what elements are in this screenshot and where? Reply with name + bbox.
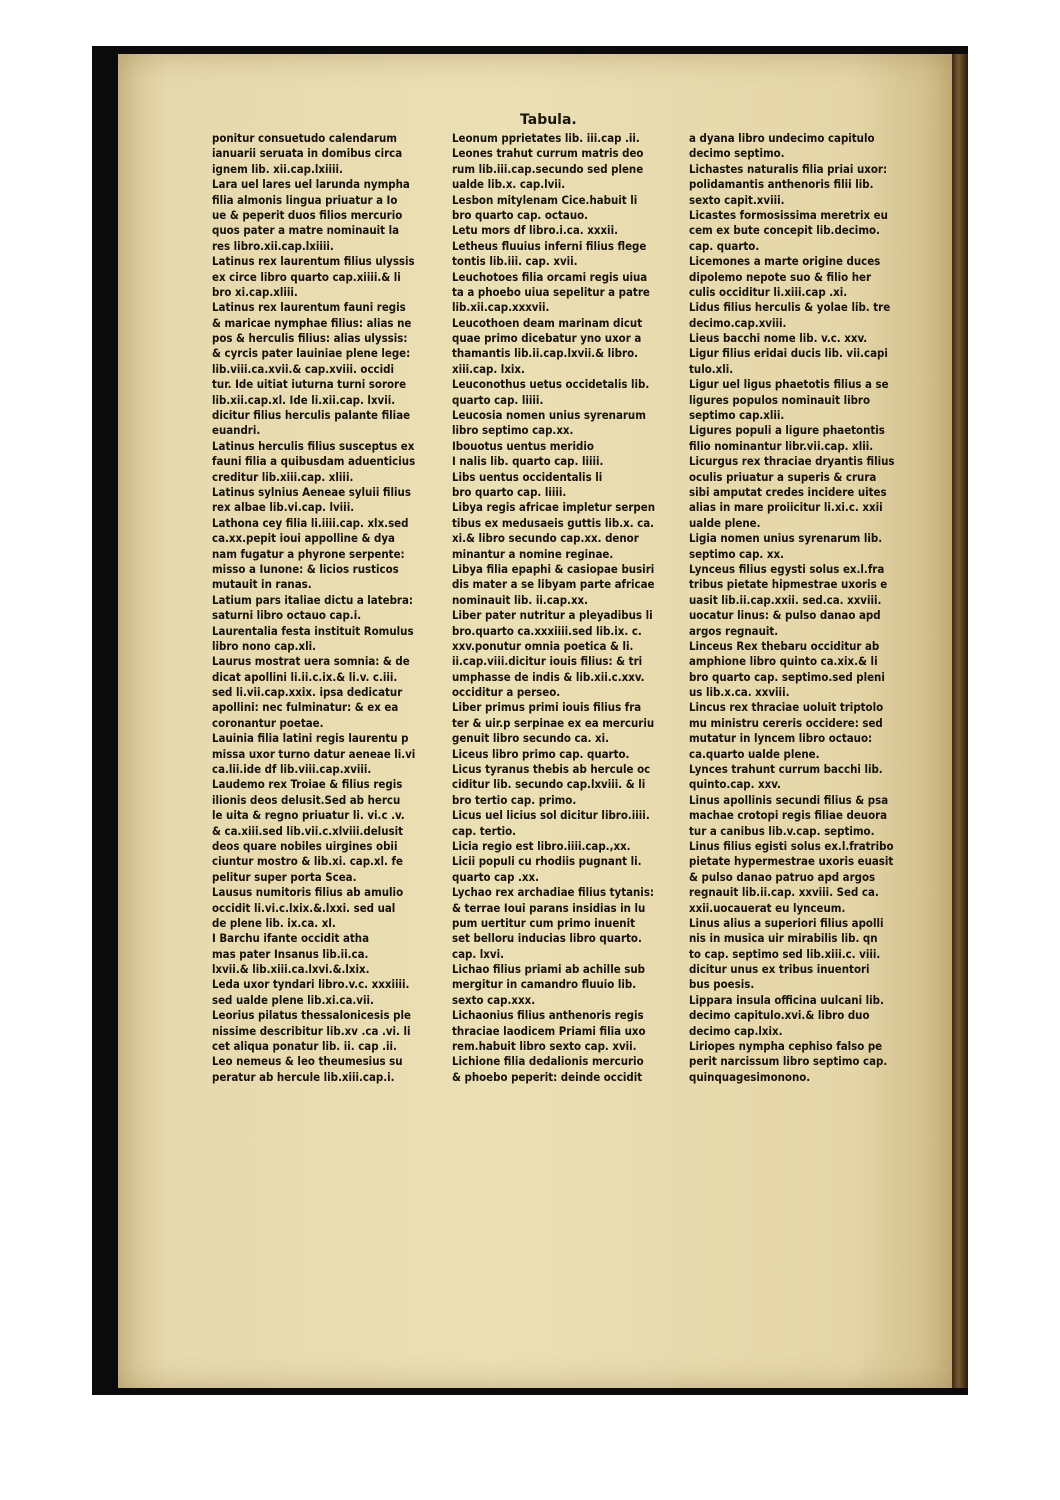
index-entry-line: perit narcissum libro septimo cap. <box>689 1054 888 1069</box>
index-entry-line: Ligures populi a ligure phaetontis <box>689 423 885 438</box>
page-header: Tabula. <box>520 112 577 128</box>
index-entry-line: Lichastes naturalis filia priai uxor: <box>689 161 888 176</box>
index-entry-line: sexto capit.xviii. <box>689 192 785 207</box>
index-entry-line: misso a Iunone: & licios rusticos <box>212 561 399 576</box>
index-entry-line: xxii.uocauerat eu lynceum. <box>689 900 846 915</box>
index-entry-line: Libya regis africae impletur serpen <box>452 500 655 515</box>
index-entry-line: mutatur in lyncem libro octauo: <box>689 731 873 746</box>
index-entry-line: Leuchotoes filia orcami regis uiua <box>452 269 648 284</box>
index-entry-line: sexto cap.xxx. <box>452 992 536 1007</box>
index-entry-line: nominauit lib. ii.cap.xx. <box>452 592 589 607</box>
index-entry-line: ligures populos nominauit libro <box>689 392 871 407</box>
index-entry-line: Lausus numitoris filius ab amulio <box>212 885 404 900</box>
index-entry-line: bus poesis. <box>689 977 755 992</box>
index-entry-line: apollini: nec fulminatur: & ex ea <box>212 700 399 715</box>
index-entry-line: decimo septimo. <box>689 146 785 161</box>
index-entry-line: alias in mare proiicitur li.xi.c. xxii <box>689 500 883 515</box>
index-entry-line: Latinus rex laurentum fauni regis <box>212 300 406 315</box>
index-entry-line: decimo.cap.xviii. <box>689 315 787 330</box>
index-entry-line: Laudemo rex Troiae & filius regis <box>212 777 403 792</box>
index-entry-line: pos & herculis filius: alias ulyssis: <box>212 331 408 346</box>
index-entry-line: Lathona cey filia li.iiii.cap. xlx.sed <box>212 515 409 530</box>
index-entry-line: Lidus filius herculis & yolae lib. tre <box>689 300 891 315</box>
index-entry-line: set belloru inducias libro quarto. <box>452 931 642 946</box>
index-entry-line: rem.habuit libro sexto cap. xvii. <box>452 1039 637 1054</box>
index-entry-line: Liber pater nutritur a pleyadibus li <box>452 608 653 623</box>
index-entry-line: dis mater a se libyam parte africae <box>452 577 655 592</box>
index-entry-line: septimo cap.xlii. <box>689 408 785 423</box>
index-entry-line: amphione libro quinto ca.xix.& li <box>689 654 878 669</box>
index-entry-line: Licii populi cu rhodiis pugnant li. <box>452 854 642 869</box>
index-entry-line: Liriopes nympha cephiso falso pe <box>689 1039 883 1054</box>
index-entry-line: umphasse de indis & lib.xii.c.xxv. <box>452 669 645 684</box>
index-entry-line: sed li.vii.cap.xxix. ipsa dedicatur <box>212 685 403 700</box>
index-entry-line: tur a canibus lib.v.cap. septimo. <box>689 823 875 838</box>
index-entry-line: Laurus mostrat uera somnia: & de <box>212 654 410 669</box>
index-entry-line: xxv.ponutur omnia poetica & li. <box>452 638 634 653</box>
index-entry-line: occidit li.vi.c.lxix.&.lxxi. sed ual <box>212 900 396 915</box>
index-entry-line: ca.xx.pepit ioui appolline & dya <box>212 531 395 546</box>
index-entry-line: ualde lib.x. cap.lvii. <box>452 177 566 192</box>
index-column-left <box>212 131 448 1085</box>
index-entry-line: pum uertitur cum primo inuenit <box>452 915 635 930</box>
index-entry-line: lib.viii.ca.xvii.& cap.xviii. occidi <box>212 361 394 376</box>
index-entry-line: peratur ab hercule lib.xiii.cap.i. <box>212 1069 395 1084</box>
index-entry-line: nissime describitur lib.xv .ca .vi. li <box>212 1023 411 1038</box>
index-entry-line: occiditur a perseo. <box>452 685 561 700</box>
index-entry-line: nis in musica uir mirabilis lib. qn <box>689 931 878 946</box>
index-entry-line: deos quare nobiles uirgines obii <box>212 838 398 853</box>
index-entry-line: bro.quarto ca.xxxiiii.sed lib.ix. c. <box>452 623 642 638</box>
index-entry-line: creditur lib.xiii.cap. xliii. <box>212 469 354 484</box>
index-entry-line: sed ualde plene lib.xi.ca.vii. <box>212 992 374 1007</box>
index-entry-line: & maricae nymphae filius: alias ne <box>212 315 412 330</box>
index-entry-line: rex albae lib.vi.cap. lviii. <box>212 500 355 515</box>
index-entry-line: bro quarto cap. octauo. <box>452 207 589 222</box>
index-entry-line: filia almonis lingua priuatur a Io <box>212 192 398 207</box>
index-entry-line: ciuntur mostro & lib.xi. cap.xl. fe <box>212 854 403 869</box>
index-entry-line: cap. tertio. <box>452 823 517 838</box>
index-entry-line: cap. quarto. <box>689 238 760 253</box>
index-entry-line: xiii.cap. lxix. <box>452 361 525 376</box>
index-entry-line: regnauit lib.ii.cap. xxviii. Sed ca. <box>689 885 879 900</box>
index-entry-line: bro tertio cap. primo. <box>452 792 577 807</box>
index-entry-line: bro quarto cap. septimo.sed pleni <box>689 669 885 684</box>
index-entry-line: bro xi.cap.xliii. <box>212 284 298 299</box>
index-entry-line: dicitur unus ex tribus inuentori <box>689 962 870 977</box>
index-entry-line: filio nominantur libr.vii.cap. xlii. <box>689 438 874 453</box>
index-entry-line: coronantur poetae. <box>212 715 324 730</box>
index-entry-line: decimo capitulo.xvi.& libro duo <box>689 1008 870 1023</box>
index-entry-line: missa uxor turno datur aeneae li.vi <box>212 746 416 761</box>
index-entry-line: cet aliqua ponatur lib. ii. cap .ii. <box>212 1039 397 1054</box>
index-entry-line: culis occiditur li.xiii.cap .xi. <box>689 284 848 299</box>
index-entry-line: ca.quarto ualde plene. <box>689 746 820 761</box>
index-entry-line: cem ex bute concepit lib.decimo. <box>689 223 880 238</box>
index-entry-line: Licia regio est libro.iiii.cap.,xx. <box>452 838 631 853</box>
index-column-middle <box>452 131 687 1085</box>
index-entry-line: Leorius pilatus thessalonicesis ple <box>212 1008 411 1023</box>
index-entry-line: Letu mors df libro.i.ca. xxxii. <box>452 223 618 238</box>
index-entry-line: Leuconothus uetus occidetalis lib. <box>452 377 650 392</box>
index-entry-line: ca.lii.ide df lib.viii.cap.xviii. <box>212 762 372 777</box>
index-entry-line: Lincus rex thraciae uoluit triptolo <box>689 700 884 715</box>
index-entry-line: pelitur super porta Scea. <box>212 869 357 884</box>
index-entry-line: a dyana libro undecimo capitulo <box>689 131 875 145</box>
index-entry-line: & phoebo peperit: deinde occidit <box>452 1069 643 1084</box>
index-entry-line: ter & uir.p serpinae ex ea mercuriu <box>452 715 655 730</box>
index-entry-line: I nalis lib. quarto cap. liiii. <box>452 454 604 469</box>
index-entry-line: tibus ex medusaeis guttis lib.x. ca. <box>452 515 655 530</box>
index-entry-line: pietate hypermestrae uxoris euasit <box>689 854 894 869</box>
index-entry-line: ilionis deos delusit.Sed ab hercu <box>212 792 401 807</box>
index-entry-line: septimo cap. xx. <box>689 546 784 561</box>
index-entry-line: lib.xii.cap.xxxvii. <box>452 300 550 315</box>
index-entry-line: Leonum pprietates lib. iii.cap .ii. <box>452 131 640 145</box>
index-entry-line: Ligur uel ligus phaetotis filius a se <box>689 377 889 392</box>
index-entry-line: Latinus herculis filius susceptus ex <box>212 438 415 453</box>
index-entry-line: Ligur filius eridai ducis lib. vii.capi <box>689 346 888 361</box>
index-entry-line: Latinus sylnius Aeneae syluii filius <box>212 484 411 499</box>
index-entry-line: mu ministru cereris occidere: sed <box>689 715 883 730</box>
index-entry-line: ue & peperit duos filios mercurio <box>212 207 403 222</box>
index-entry-line: Linus alius a superiori filius apolli <box>689 915 884 930</box>
index-entry-line: Linus apollinis secundi filius & psa <box>689 792 889 807</box>
index-entry-line: genuit libro secundo ca. xi. <box>452 731 609 746</box>
index-entry-line: argos regnauit. <box>689 623 779 638</box>
index-entry-line: Libya filia epaphi & casiopae busiri <box>452 561 655 576</box>
index-entry-line: Latium pars italiae dictu a latebra: <box>212 592 413 607</box>
index-entry-line: Licastes formosissima meretrix eu <box>689 207 888 222</box>
index-entry-line: tontis lib.iii. cap. xvii. <box>452 254 578 269</box>
index-entry-line: euandri. <box>212 423 261 438</box>
index-entry-line: saturni libro octauo cap.i. <box>212 608 362 623</box>
index-entry-line: dipolemo nepote suo & filio her <box>689 269 872 284</box>
index-entry-line: lxvii.& lib.xiii.ca.lxvi.&.lxix. <box>212 962 370 977</box>
index-entry-line: Licemones a marte origine duces <box>689 254 881 269</box>
index-entry-line: & pulso danao patruo apd argos <box>689 869 876 884</box>
index-entry-line: uocatur linus: & pulso danao apd <box>689 608 881 623</box>
index-entry-line: mergitur in camandro fluuio lib. <box>452 977 637 992</box>
index-entry-line: quos pater a matre nominauit la <box>212 223 400 238</box>
index-entry-line: I Barchu ifante occidit atha <box>212 931 370 946</box>
index-entry-line: libro septimo cap.xx. <box>452 423 574 438</box>
index-entry-line: Lichao filius priami ab achille sub <box>452 962 645 977</box>
index-entry-line: Ligia nomen unius syrenarum lib. <box>689 531 883 546</box>
index-entry-line: Licus tyranus thebis ab hercule oc <box>452 762 651 777</box>
index-entry-line: Lynces trahunt currum bacchi lib. <box>689 762 883 777</box>
index-entry-line: rum lib.iii.cap.secundo sed plene <box>452 161 644 176</box>
index-entry-line: mutauit in ranas. <box>212 577 312 592</box>
index-entry-line: Lychao rex archadiae filius tytanis: <box>452 885 655 900</box>
index-entry-line: & ca.xiii.sed lib.vii.c.xlviii.delusit <box>212 823 403 838</box>
index-entry-line: Lesbon mitylenam Cice.habuit li <box>452 192 638 207</box>
index-entry-line: Libs uentus occidentalis li <box>452 469 603 484</box>
index-entry-line: Liceus libro primo cap. quarto. <box>452 746 630 761</box>
index-entry-line: quarto cap. liiii. <box>452 392 544 407</box>
index-entry-line: quinto.cap. xxv. <box>689 777 781 792</box>
index-entry-line: ex circe libro quarto cap.xiiii.& li <box>212 269 401 284</box>
index-entry-line: Leda uxor tyndari libro.v.c. xxxiiii. <box>212 977 410 992</box>
index-entry-line: ianuarii seruata in domibus circa <box>212 146 403 161</box>
index-entry-line: thamantis lib.ii.cap.lxvii.& libro. <box>452 346 639 361</box>
index-entry-line: Lynceus filius egysti solus ex.l.fra <box>689 561 885 576</box>
index-entry-line: polidamantis anthenoris filii lib. <box>689 177 874 192</box>
index-entry-line: Leones trahut currum matris deo <box>452 146 644 161</box>
index-entry-line: Liber primus primi iouis filius fra <box>452 700 642 715</box>
index-entry-line: oculis priuatur a superis & crura <box>689 469 877 484</box>
index-entry-line: de plene lib. ix.ca. xl. <box>212 915 336 930</box>
index-entry-line: Linus filius egisti solus ex.l.fratribo <box>689 838 894 853</box>
index-entry-line: le uita & regno priuatur li. vi.c .v. <box>212 808 405 823</box>
index-entry-line: dicat apollini li.ii.c.ix.& li.v. c.iii. <box>212 669 398 684</box>
index-entry-line: ignem lib. xii.cap.lxiiii. <box>212 161 343 176</box>
index-entry-line: uasit lib.ii.cap.xxii. sed.ca. xxviii. <box>689 592 882 607</box>
index-entry-line: Lichaonius filius anthenoris regis <box>452 1008 644 1023</box>
index-entry-line: bro quarto cap. liiii. <box>452 484 567 499</box>
book-binding-edge <box>952 54 968 1388</box>
index-entry-line: ta a phoebo uiua sepelitur a patre <box>452 284 650 299</box>
index-entry-line: Licus uel licius sol dicitur libro.iiii. <box>452 808 650 823</box>
index-entry-line: dicitur filius herculis palante filiae <box>212 408 411 423</box>
index-entry-line: ualde plene. <box>689 515 761 530</box>
index-entry-line: tulo.xli. <box>689 361 734 376</box>
index-entry-line: us lib.x.ca. xxviii. <box>689 685 790 700</box>
index-entry-line: Licurgus rex thraciae dryantis filius <box>689 454 895 469</box>
index-entry-line: fauni filia a quibusdam aduenticius <box>212 454 416 469</box>
index-entry-line: Leucosia nomen unius syrenarum <box>452 408 646 423</box>
index-entry-line: ii.cap.viii.dicitur iouis filius: & tri <box>452 654 643 669</box>
index-column-right <box>689 131 927 1085</box>
index-entry-line: Laurentalia festa instituit Romulus <box>212 623 414 638</box>
index-entry-line: Lara uel lares uel larunda nympha <box>212 177 410 192</box>
index-entry-line: Lichione filia dedalionis mercurio <box>452 1054 644 1069</box>
index-entry-line: Leucothoen deam marinam dicut <box>452 315 643 330</box>
index-entry-line: ciditur lib. secundo cap.lxviii. & li <box>452 777 646 792</box>
index-entry-line: Lippara insula officina uulcani lib. <box>689 992 884 1007</box>
index-entry-line: decimo cap.lxix. <box>689 1023 783 1038</box>
index-entry-line: xi.& libro secundo cap.xx. denor <box>452 531 639 546</box>
index-entry-line: sibi amputat credes incidere uites <box>689 484 887 499</box>
index-entry-line: Leo nemeus & leo theumesius su <box>212 1054 403 1069</box>
index-entry-line: thraciae laodicem Priami filia uxo <box>452 1023 646 1038</box>
index-entry-line: tur. Ide uitiat iuturna turni sorore <box>212 377 407 392</box>
index-entry-line: ponitur consuetudo calendarum <box>212 131 397 145</box>
index-entry-line: res libro.xii.cap.lxiiii. <box>212 238 334 253</box>
index-entry-line: Letheus fluuius inferni filius flege <box>452 238 647 253</box>
index-entry-line: cap. lxvi. <box>452 946 504 961</box>
index-entry-line: Linceus Rex thebaru occiditur ab <box>689 638 880 653</box>
index-entry-line: quae primo dicebatur yno uxor a <box>452 331 642 346</box>
index-entry-line: libro nono cap.xli. <box>212 638 316 653</box>
index-entry-line: machae crotopi regis filiae deuora <box>689 808 888 823</box>
index-entry-line: quinquagesimonono. <box>689 1069 811 1084</box>
index-entry-line: nam fugatur a phyrone serpente: <box>212 546 405 561</box>
index-entry-line: Lieus bacchi nome lib. v.c. xxv. <box>689 331 868 346</box>
index-entry-line: tribus pietate hipmestrae uxoris e <box>689 577 888 592</box>
index-entry-line: Latinus rex laurentum filius ulyssis <box>212 254 415 269</box>
index-entry-line: quarto cap .xx. <box>452 869 539 884</box>
index-entry-line: & terrae Ioui parans insidias in lu <box>452 900 646 915</box>
index-entry-line: to cap. septimo sed lib.xiii.c. viii. <box>689 946 881 961</box>
index-entry-line: mas pater Insanus lib.ii.ca. <box>212 946 369 961</box>
index-entry-line: Ibouotus uentus meridio <box>452 438 594 453</box>
index-entry-line: Lauinia filia latini regis laurentu p <box>212 731 409 746</box>
index-entry-line: & cyrcis pater lauiniae plene lege: <box>212 346 411 361</box>
index-entry-line: minantur a nomine reginae. <box>452 546 614 561</box>
index-entry-line: lib.xii.cap.xl. Ide li.xii.cap. lxvii. <box>212 392 396 407</box>
